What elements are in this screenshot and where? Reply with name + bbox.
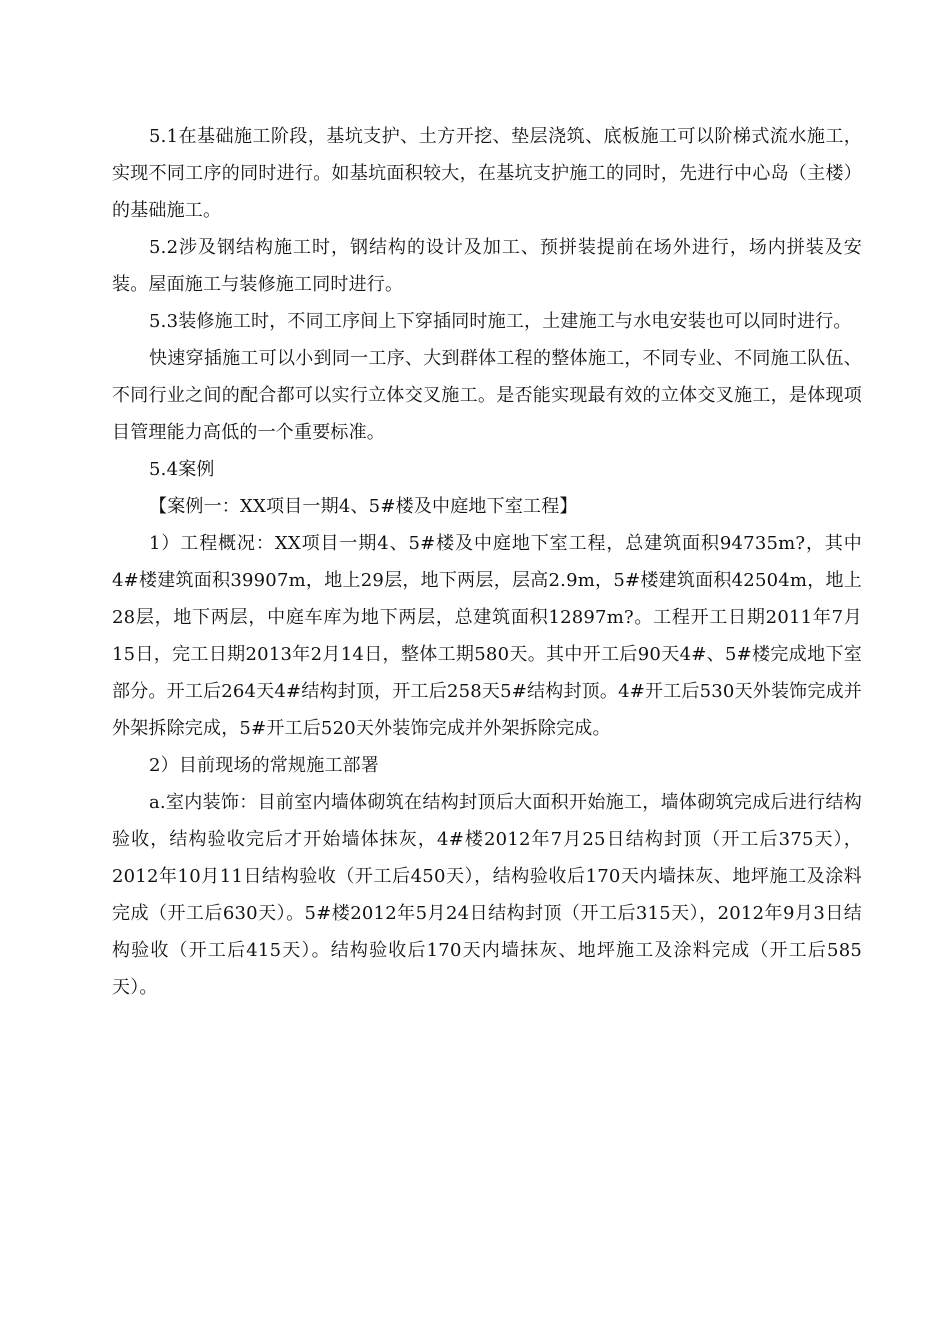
- document-body: [112, 118, 862, 1006]
- case-title: 【案例一：XX项目一期4、5#楼及中庭地下室工程】: [149, 496, 578, 517]
- paragraph-project-overview: 1）工程概况：XX项目一期4、5#楼及中庭地下室工程，总建筑面积94735m?，其中4#楼建筑面积39907m，地上29层，地下两层，层高2.9m，5#楼建筑面积42504m，地上28层，地下两层，中庭车库为地下两层，总建筑面积12897m?。工程开工日期2011年7月15日，完工日期2013年2月14日，整体工期580天。其中开工后90天4#、5#楼完成地下室部分。开工后264天4#结构封顶，开工后258天5#结构封顶。4#开工后530天外装饰完成并外架拆除完成，5#开工后520天外装饰完成并外架拆除完成。: [112, 533, 862, 739]
- paragraph-5-1: 5.1在基础施工阶段，基坑支护、土方开挖、垫层浇筑、底板施工可以阶梯式流水施工，实现不同工序的同时进行。如基坑面积较大，在基坑支护施工的同时，先进行中心岛（主楼）的基础施工。: [112, 126, 862, 221]
- paragraph-cross-construction: 快速穿插施工可以小到同一工序、大到群体工程的整体施工，不同专业、不同施工队伍、不同行业之间的配合都可以实行立体交叉施工。是否能实现最有效的立体交叉施工，是体现项目管理能力高低的一个重要标准。: [112, 348, 862, 443]
- paragraph-current-deployment: 2）目前现场的常规施工部署: [149, 755, 380, 776]
- paragraph-interior-decoration: a.室内装饰：目前室内墙体砌筑在结构封顶后大面积开始施工，墙体砌筑完成后进行结构验收，结构验收完后才开始墙体抹灰，4#楼2012年7月25日结构封顶（开工后375天），2012年10月11日结构验收（开工后450天），结构验收后170天内墙抹灰、地坪施工及涂料完成（开工后630天）。5#楼2012年5月24日结构封顶（开工后315天），2012年9月3日结构验收（开工后415天）。结构验收后170天内墙抹灰、地坪施工及涂料完成（开工后585天）。: [112, 792, 863, 998]
- paragraph-5-3: 5.3装修施工时，不同工序间上下穿插同时施工，土建施工与水电安装也可以同时进行。: [149, 311, 852, 332]
- paragraph-5-2: 5.2涉及钢结构施工时，钢结构的设计及加工、预拼装提前在场外进行，场内拼装及安装。屋面施工与装修施工同时进行。: [112, 237, 862, 295]
- section-heading-5-4: 5.4案例: [149, 459, 215, 480]
